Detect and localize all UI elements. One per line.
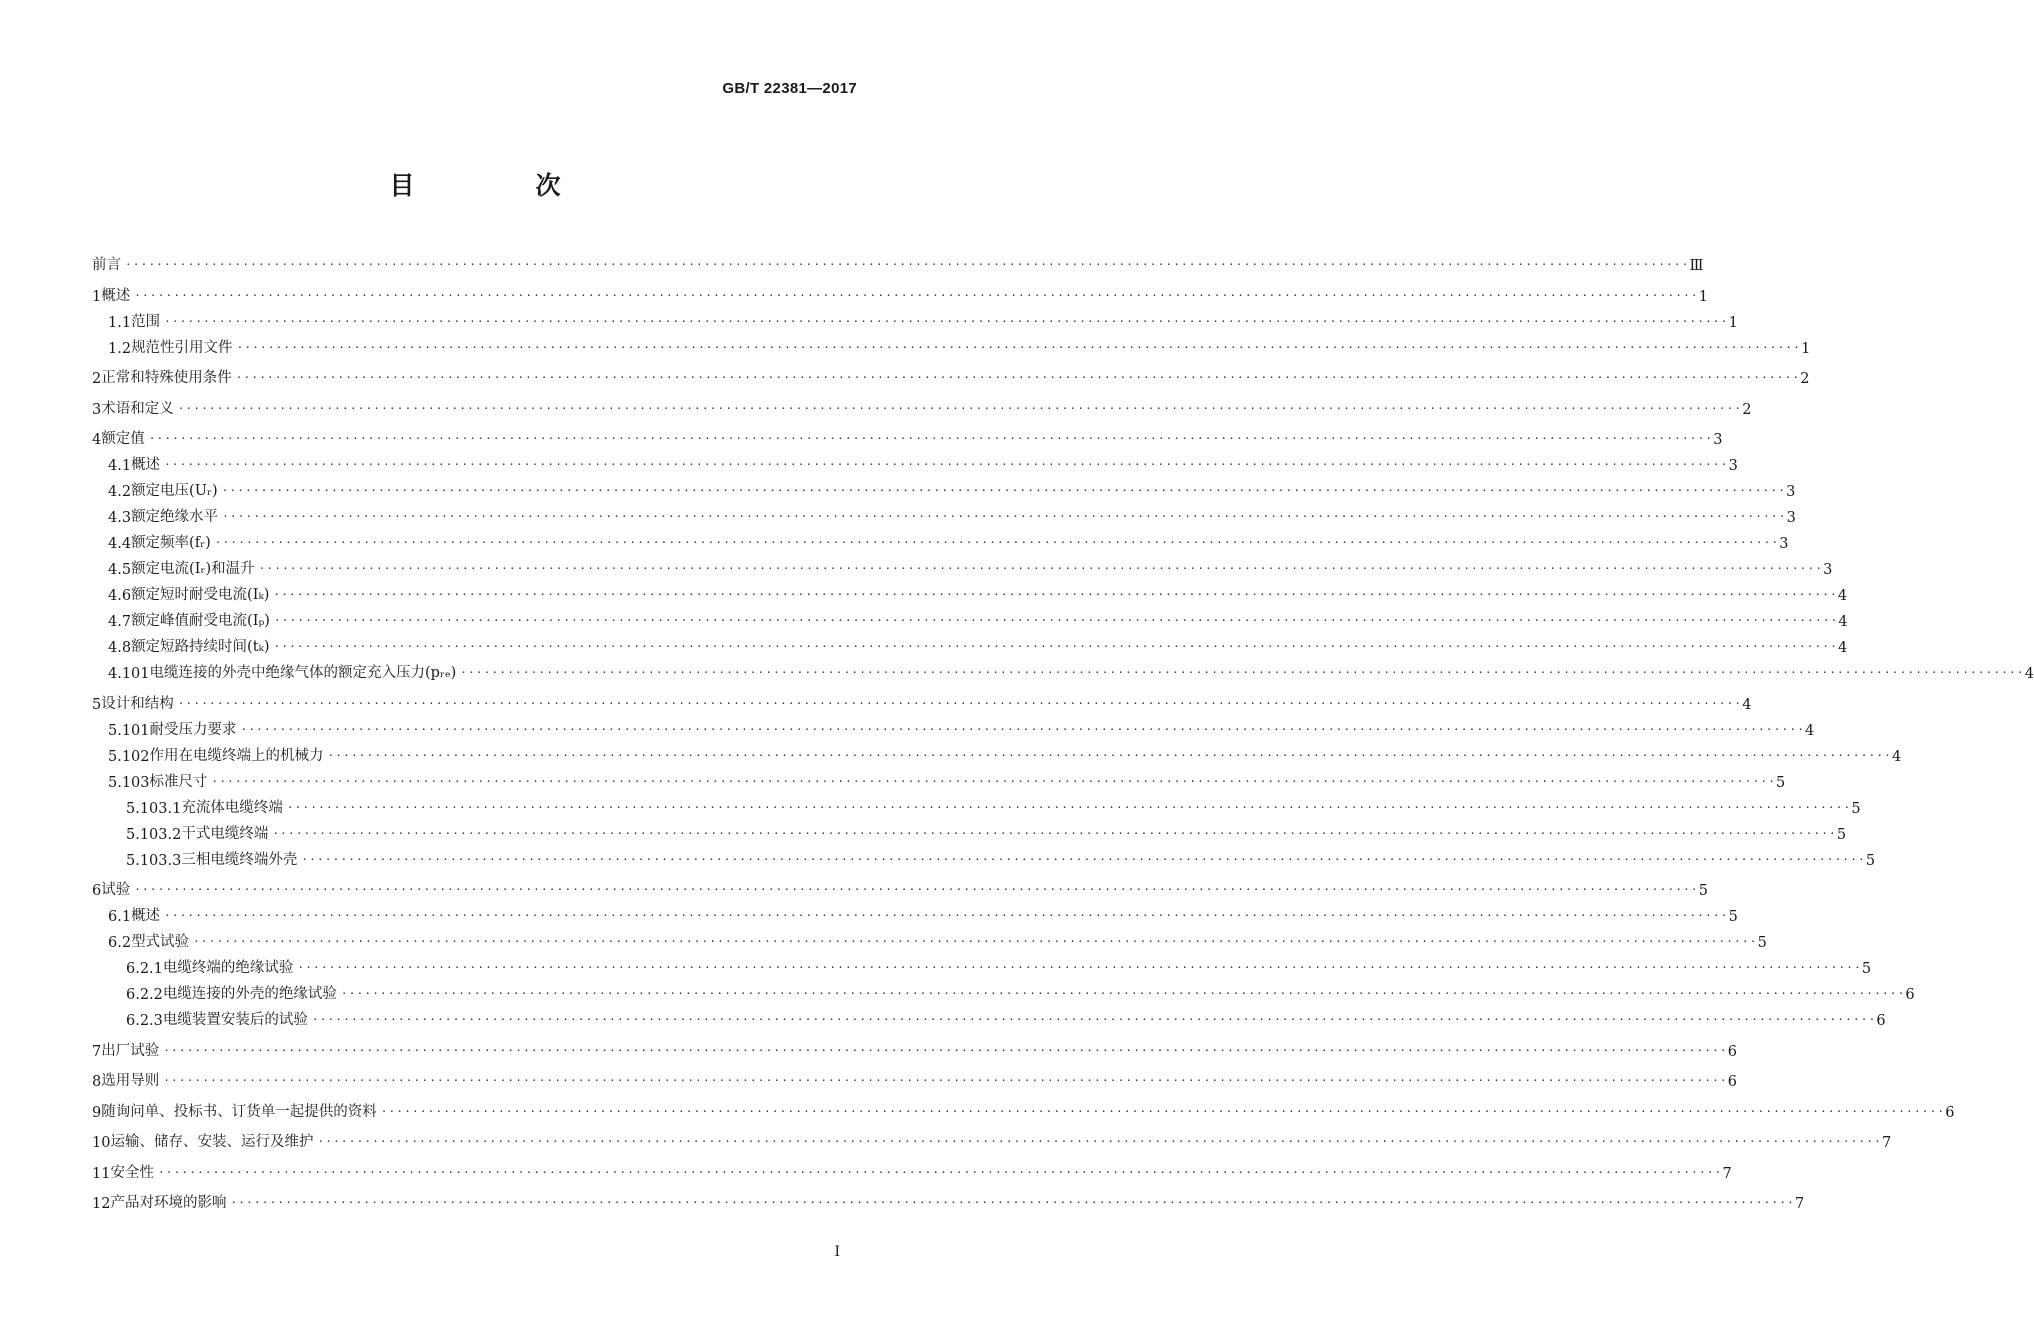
toc-entry-page: 4: [1892, 748, 1902, 765]
toc-entry[interactable]: [92, 248, 1704, 274]
toc-entry[interactable]: [92, 713, 1815, 739]
toc-entry-page: 5: [1836, 826, 1847, 843]
toc-entry-page: 3: [1713, 432, 1723, 448]
toc-leader-dots: ········································································································································································································: [164, 909, 1729, 922]
toc-leader-dots: ········································································································································································································: [163, 1074, 1728, 1087]
toc-entry-number: 10: [92, 1135, 111, 1151]
toc-leader-dots: ········································································································································································································: [236, 340, 1802, 354]
toc-leader-dots: ········································································································································································································: [380, 1104, 1946, 1118]
toc-entry-title: 出厂试验: [101, 1042, 160, 1059]
toc-entry-page: 7: [1794, 1196, 1805, 1212]
toc-entry-page: 6: [1905, 987, 1915, 1003]
toc-entry-title: 标准尺寸: [149, 773, 208, 790]
toc-entry-number: 5: [92, 696, 102, 713]
toc-entry-page: 5: [1776, 774, 1786, 791]
toc-entry[interactable]: [92, 357, 1810, 388]
toc-entry[interactable]: [92, 843, 1876, 869]
toc-entry-page: 5: [1728, 909, 1738, 925]
toc-entry-page: 5: [1757, 935, 1767, 951]
toc-leader-dots: ········································································································································································································: [317, 1135, 1882, 1148]
toc-entry[interactable]: [92, 817, 1847, 843]
toc-entry-page: 6: [1727, 1043, 1737, 1060]
toc-entry-number: 8: [92, 1074, 102, 1090]
toc-leader-dots: ········································································································································································································: [327, 748, 1893, 762]
toc-entry-title: 型式试验: [131, 934, 190, 950]
toc-entry-title: 随询问单、投标书、订货单一起提供的资料: [101, 1103, 377, 1120]
toc-entry-page: 5: [1698, 883, 1708, 899]
toc-entry-number: 5.101: [108, 722, 150, 739]
toc-entry-page: 3: [1786, 484, 1796, 500]
toc-entry[interactable]: [92, 630, 1848, 656]
toc-entry-number: 7: [92, 1043, 102, 1060]
toc-entry[interactable]: [92, 791, 1861, 817]
toc-entry[interactable]: [92, 656, 2034, 682]
toc-entry[interactable]: [92, 682, 1752, 713]
toc-entry-page: 4: [1837, 588, 1848, 604]
toc-leader-dots: ········································································································································································································: [311, 1013, 1877, 1026]
toc-leader-dots: ········································································································································································································: [164, 458, 1729, 471]
toc-entry-number: 2: [92, 371, 102, 387]
toc-entry[interactable]: [92, 1029, 1737, 1060]
toc-entry-title: 作用在电缆终端上的机械力: [149, 747, 324, 764]
toc-entry-title: 范围: [131, 313, 161, 330]
toc-entry[interactable]: [92, 1121, 1892, 1152]
toc-entry-page: 6: [1945, 1104, 1955, 1121]
toc-entry[interactable]: [92, 578, 1848, 604]
toc-entry-page: 3: [1786, 510, 1796, 526]
toc-entry-title: 电缆连接的外壳的绝缘试验: [162, 986, 337, 1002]
toc-entry[interactable]: [92, 387, 1752, 418]
toc-entry-title: 额定频率(fᵣ): [131, 535, 211, 551]
toc-leader-dots: ········································································································································································································: [258, 562, 1824, 575]
toc-entry-number: 1.1: [108, 314, 132, 331]
toc-leader-dots: ········································································································································································································: [297, 961, 1862, 974]
toc-entry-page: 5: [1865, 852, 1876, 869]
toc-entry-page: 2: [1742, 401, 1752, 418]
toc-entry[interactable]: [92, 1060, 1737, 1091]
toc-entry-title: 充流体电缆终端: [181, 799, 283, 816]
toc-entry-page: 7: [1881, 1135, 1892, 1151]
toc-leader-dots: ········································································································································································································: [134, 883, 1699, 896]
toc-entry-title: 产品对环境的影响: [110, 1195, 227, 1211]
toc-entry-title: 额定峰值耐受电流(Iₚ): [131, 613, 270, 629]
toc-leader-dots: ········································································································································································································: [163, 1043, 1728, 1057]
toc-entry-number: 6.2.3: [126, 1013, 163, 1029]
toc-entry-title: 额定短时耐受电流(Iₖ): [131, 587, 270, 603]
toc-entry[interactable]: [92, 604, 1848, 630]
toc-entry[interactable]: [92, 526, 1789, 552]
toc-entry-number: 4.2: [108, 484, 132, 500]
toc-entry-page: 4: [1838, 614, 1848, 630]
toc-entry-page: 3: [1728, 458, 1738, 474]
toc-entry-number: 12: [92, 1196, 111, 1212]
toc-entry-title: 规范性引用文件: [131, 339, 233, 356]
toc-entry-title: 正常和特殊使用条件: [101, 370, 232, 386]
toc-entry[interactable]: [92, 305, 1738, 331]
toc-entry-number: 9: [92, 1104, 102, 1121]
toc-entry-title: 设计和结构: [101, 695, 174, 712]
toc-entry-page: 4: [1805, 722, 1815, 739]
toc-leader-dots: ········································································································································································································: [240, 722, 1806, 736]
toc-leader-dots: ········································································································································································································: [222, 510, 1787, 523]
toc-entry[interactable]: [92, 977, 1915, 1003]
toc-entry-page: 6: [1727, 1074, 1737, 1090]
toc-entry-number: 4.5: [108, 562, 132, 578]
toc-entry-title: 运输、储存、安装、运行及维护: [110, 1134, 314, 1150]
toc-entry[interactable]: [92, 765, 1786, 791]
toc-entry-page: Ⅲ: [1689, 258, 1704, 274]
toc-entry-number: 6: [92, 883, 102, 899]
toc-entry[interactable]: [92, 552, 1833, 578]
toc-leader-dots: ········································································································································································································: [272, 826, 1837, 840]
toc-leader-dots: ········································································································································································································: [157, 1165, 1723, 1179]
toc-entry[interactable]: [92, 1182, 1805, 1213]
toc-entry-title: 概述: [131, 457, 161, 473]
toc-leader-dots: ········································································································································································································: [134, 288, 1699, 302]
toc-entry-number: 5.102: [108, 748, 150, 765]
toc-entry-number: 1: [92, 288, 102, 305]
toc-entry-number: 5.103.2: [126, 826, 182, 843]
toc-leader-dots: ········································································································································································································: [230, 1196, 1795, 1209]
toc-entry-title: 额定电流(Iᵣ)和温升: [131, 561, 255, 577]
toc-entry-title: 电缆连接的外壳中绝缘气体的额定充入压力(pᵣₑ): [149, 665, 457, 681]
toc-entry-number: 4.6: [108, 588, 132, 604]
toc-leader-dots: ········································································································································································································: [177, 401, 1743, 415]
toc-entry-title: 额定短路持续时间(tₖ): [131, 639, 270, 655]
toc-leader-dots: ········································································································································································································: [125, 258, 1690, 271]
toc-entry[interactable]: [92, 899, 1738, 925]
toc-entry-number: 4.3: [108, 510, 132, 526]
toc-entry-title: 概述: [131, 908, 161, 924]
toc-entry[interactable]: [92, 474, 1796, 500]
toc-entry-page: 3: [1823, 562, 1833, 578]
toc-entry-title: 电缆装置安装后的试验: [162, 1012, 308, 1028]
toc-entry-number: 6.1: [108, 909, 132, 925]
toc-entry[interactable]: [92, 1090, 1955, 1121]
toc-leader-dots: ········································································································································································································: [235, 371, 1801, 384]
toc-entry[interactable]: [92, 1003, 1886, 1029]
toc-leader-dots: ········································································································································································································: [286, 800, 1852, 814]
toc-entry-title: 安全性: [110, 1164, 154, 1181]
toc-entry-number: 6.2.1: [126, 961, 163, 977]
toc-entry[interactable]: [92, 331, 1811, 357]
toc-leader-dots: ········································································································································································································: [214, 536, 1780, 549]
toc-entry-title: 概述: [101, 287, 131, 304]
toc-entry[interactable]: [92, 739, 1902, 765]
toc-entry-page: 1: [1728, 314, 1738, 331]
toc-entry-number: 4: [92, 432, 102, 448]
toc-entry-title: 术语和定义: [101, 400, 174, 417]
toc-entry-title: 试验: [101, 882, 131, 898]
toc-entry-title: 额定电压(Uᵣ): [131, 483, 218, 499]
standard-code: GB/T 22381—2017: [722, 80, 857, 97]
toc-leader-dots: ········································································································································································································: [211, 774, 1777, 788]
toc-entry-title: 干式电缆终端: [181, 825, 269, 842]
toc-entry-page: 1: [1698, 288, 1708, 305]
toc-entry-number: 1.2: [108, 340, 132, 357]
toc-entry-title: 额定绝缘水平: [131, 509, 219, 525]
toc-entry[interactable]: [92, 1151, 1732, 1182]
toc-entry-number: 3: [92, 401, 102, 418]
toc-entry-page: 3: [1779, 536, 1789, 552]
toc-entry-title: 电缆终端的绝缘试验: [162, 960, 294, 976]
toc-entry-page: 4: [2024, 666, 2034, 682]
toc-entry[interactable]: [92, 951, 1872, 977]
toc-leader-dots: ········································································································································································································: [273, 614, 1839, 627]
toc-entry-number: 4.1: [108, 458, 132, 474]
toc-entry-page: 6: [1876, 1013, 1886, 1029]
toc-leader-dots: ········································································································································································································: [193, 935, 1758, 948]
toc-entry-number: 11: [92, 1165, 111, 1182]
toc-entry-page: 5: [1861, 961, 1872, 977]
toc-entry-title: 选用导则: [101, 1073, 160, 1089]
table-of-contents: [92, 248, 2034, 1212]
toc-entry[interactable]: [92, 418, 1723, 449]
toc-leader-dots: ········································································································································································································: [340, 987, 1906, 1000]
toc-entry-number: 5.103.3: [126, 852, 182, 869]
toc-leader-dots: ········································································································································································································: [221, 484, 1787, 497]
toc-leader-dots: ········································································································································································································: [177, 696, 1743, 710]
toc-entry[interactable]: [92, 500, 1796, 526]
toc-entry-title: 额定值: [101, 431, 145, 447]
toc-leader-dots: ········································································································································································································: [301, 852, 1866, 866]
toc-entry[interactable]: [92, 448, 1738, 474]
toc-leader-dots: ········································································································································································································: [273, 588, 1838, 601]
toc-entry-number: 4.101: [108, 666, 150, 682]
page-title: 目 次: [389, 171, 609, 200]
toc-entry-title: 前言: [92, 257, 121, 273]
toc-leader-dots: ········································································································································································································: [460, 666, 2025, 679]
toc-entry-title: 耐受压力要求: [149, 721, 237, 738]
toc-entry-page: 2: [1800, 371, 1810, 387]
toc-entry-number: 6.2: [108, 935, 132, 951]
toc-entry-title: 三相电缆终端外壳: [181, 851, 298, 868]
toc-entry-page: 7: [1722, 1165, 1732, 1182]
toc-entry-number: 4.7: [108, 614, 132, 630]
page-number: I: [834, 1244, 840, 1260]
toc-entry-number: 4.8: [108, 640, 132, 656]
toc-entry-page: 1: [1801, 340, 1811, 357]
toc-leader-dots: ········································································································································································································: [148, 432, 1714, 445]
toc-entry-page: 4: [1742, 696, 1752, 713]
toc-entry-number: 4.4: [108, 536, 132, 552]
toc-entry[interactable]: [92, 869, 1708, 900]
toc-entry-page: 5: [1851, 800, 1861, 817]
toc-leader-dots: ········································································································································································································: [273, 640, 1839, 653]
toc-entry-number: 5.103.1: [126, 800, 182, 817]
toc-entry[interactable]: [92, 274, 1708, 305]
toc-entry-number: 5.103: [108, 774, 150, 791]
toc-entry-number: 6.2.2: [126, 987, 163, 1003]
toc-entry-page: 4: [1838, 640, 1848, 656]
toc-entry[interactable]: [92, 925, 1767, 951]
toc-leader-dots: ········································································································································································································: [164, 314, 1729, 328]
